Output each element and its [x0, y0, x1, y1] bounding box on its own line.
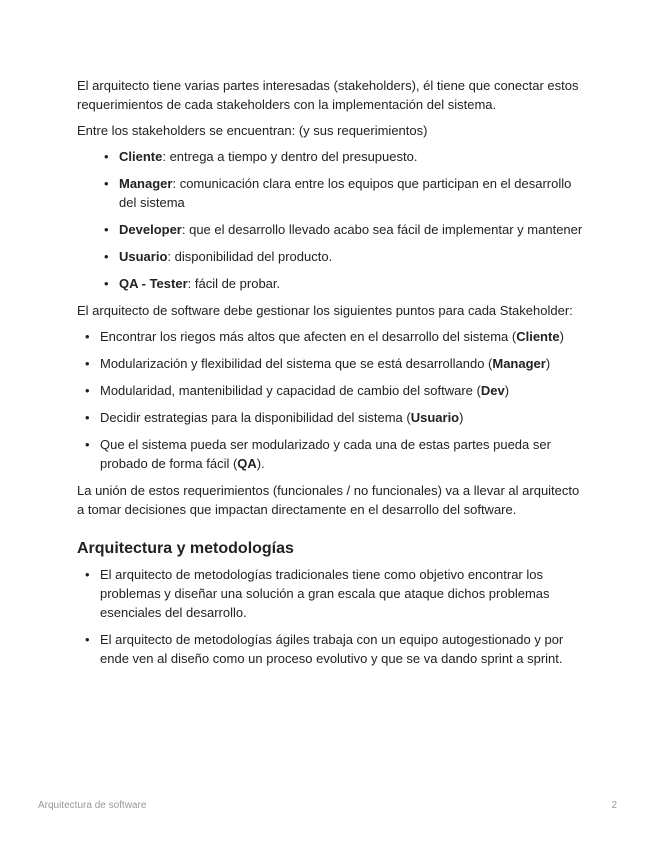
footer-title: Arquitectura de software	[38, 800, 147, 811]
points-list	[100, 327, 587, 473]
methodology-list	[100, 565, 587, 668]
stakeholder-list	[119, 147, 587, 293]
point-item: • Modularidad, mantenibilidad y capacidad de cambio del software (Dev)	[100, 381, 587, 400]
page-number: 2	[611, 800, 617, 811]
point-item: • Decidir estrategias para la disponibilidad del sistema (Usuario)	[100, 408, 587, 427]
union-paragraph: La unión de estos requerimientos (funcionales / no funcionales) va a llevar al arquitecto a tomar decisiones que impactan directamente en el desarrollo del software.	[77, 483, 580, 517]
stakeholder-item: • Manager: comunicación clara entre los equipos que participan en el desarrollo del sistema	[119, 174, 587, 212]
section-heading: Arquitectura y metodologías	[77, 540, 294, 557]
document-body	[77, 76, 587, 676]
point-item: • Encontrar los riegos más altos que afecten en el desarrollo del sistema (Cliente)	[100, 327, 587, 346]
methodology-item: • El arquitecto de metodologías tradicionales tiene como objetivo encontrar los problemas y diseñar una solución a gran escala que ataque dichos problemas esenciales del desarrollo.	[100, 565, 587, 622]
stakeholder-item: • Developer: que el desarrollo llevado acabo sea fácil de implementar y mantener	[119, 220, 587, 239]
stakeholder-item: • Usuario: disponibilidad del producto.	[119, 247, 587, 266]
stakeholder-item: • Cliente: entrega a tiempo y dentro del presupuesto.	[119, 147, 587, 166]
stakeholders-intro: Entre los stakeholders se encuentran: (y sus requerimientos)	[77, 123, 428, 138]
point-item: • Que el sistema pueda ser modularizado y cada una de estas partes pueda ser probado de forma fácil (QA).	[100, 435, 587, 473]
manage-intro: El arquitecto de software debe gestionar los siguientes puntos para cada Stakeholder:	[77, 303, 573, 318]
intro-paragraph: El arquitecto tiene varias partes interesadas (stakeholders), él tiene que conectar estos requerimientos de cada stakeholders con la implementación del sistema.	[77, 78, 579, 112]
point-item: • Modularización y flexibilidad del sistema que se está desarrollando (Manager)	[100, 354, 587, 373]
stakeholder-item: • QA - Tester: fácil de probar.	[119, 274, 587, 293]
methodology-item: • El arquitecto de metodologías ágiles trabaja con un equipo autogestionado y por ende ven al diseño como un proceso evolutivo y que se va dando sprint a sprint.	[100, 630, 587, 668]
